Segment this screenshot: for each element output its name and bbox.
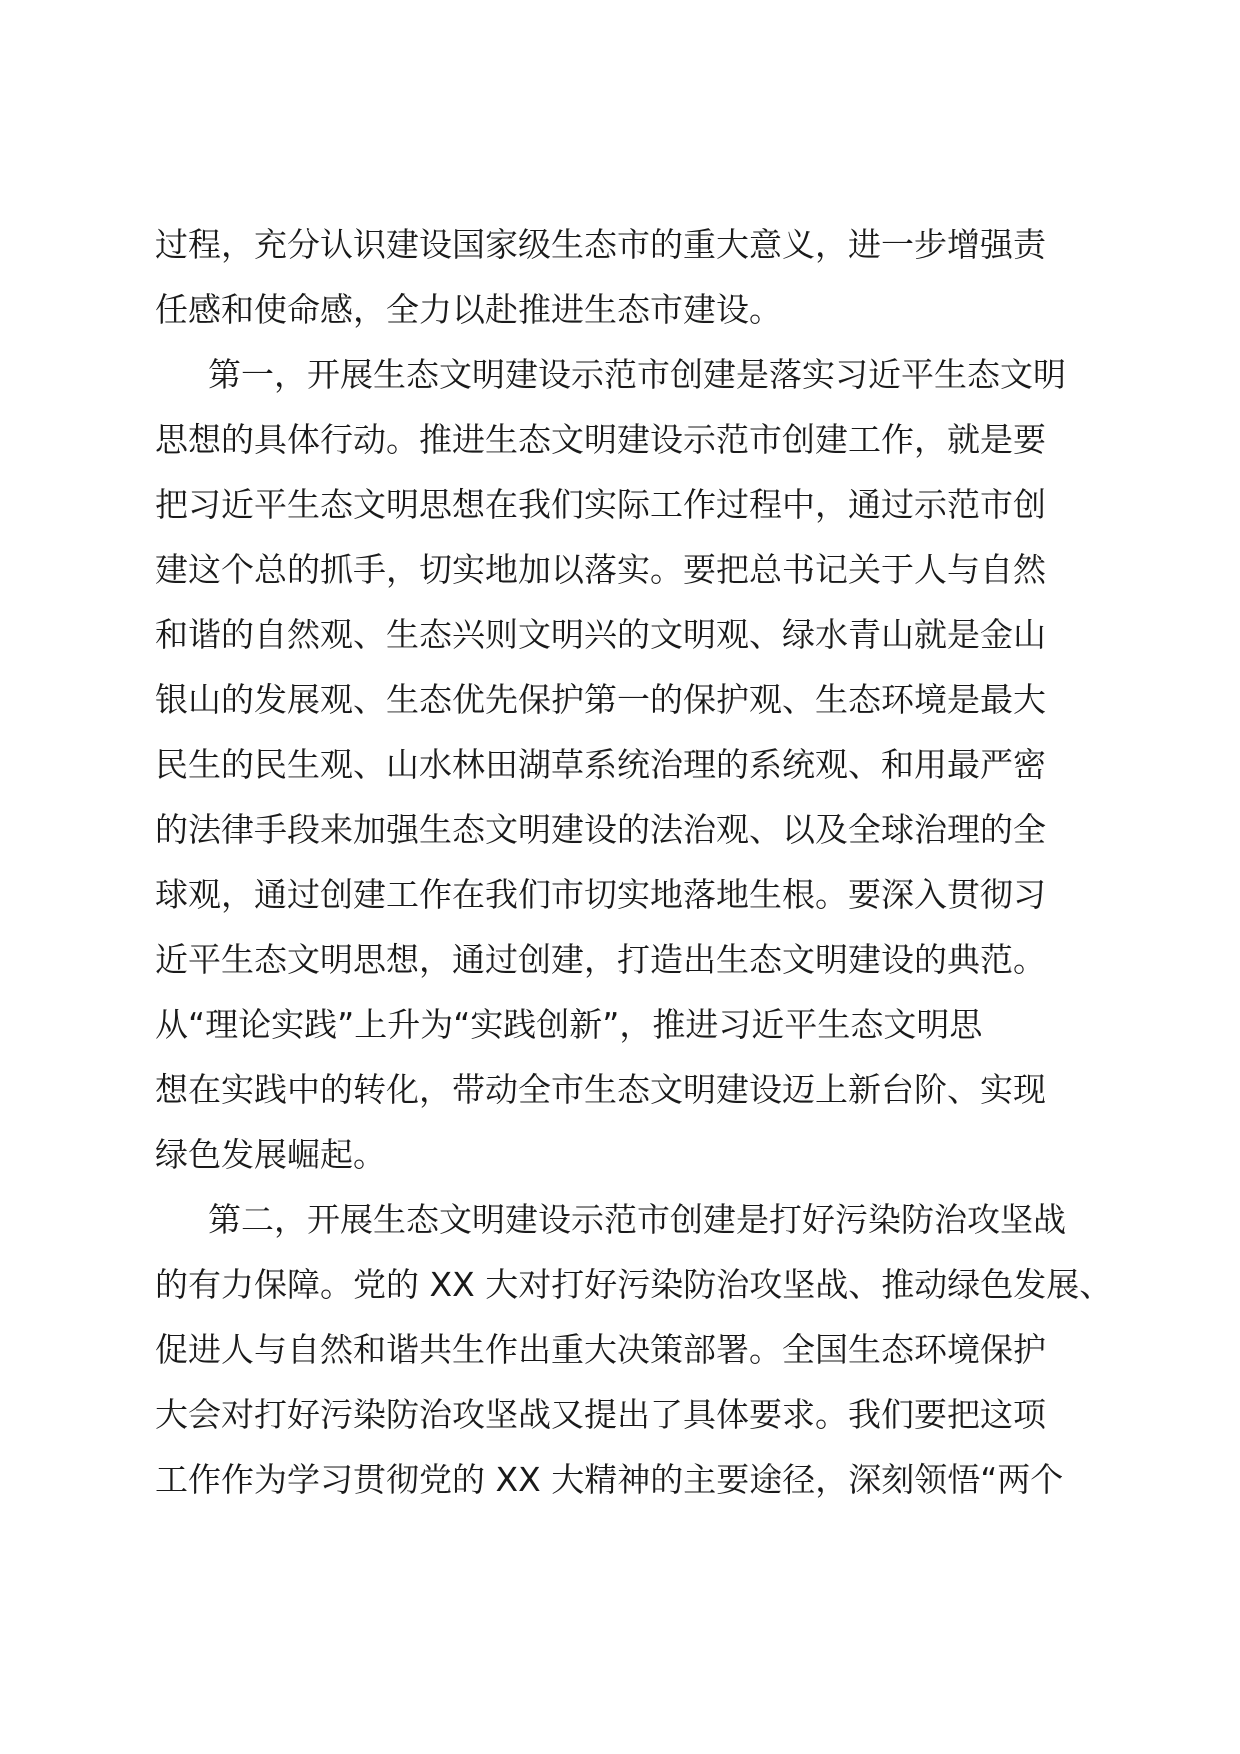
text-line: 促进人与自然和谐共生作出重大决策部署。全国生态环境保护 xyxy=(155,1330,1046,1369)
paragraph-first-line: 第二，开展生态文明建设示范市创建是打好污染防治攻坚战 xyxy=(208,1200,1066,1239)
paragraph-first-line: 第一，开展生态文明建设示范市创建是落实习近平生态文明 xyxy=(208,355,1066,394)
text-line: 想在实践中的转化，带动全市生态文明建设迈上新台阶、实现 xyxy=(155,1070,1046,1109)
text-line: 建这个总的抓手，切实地加以落实。要把总书记关于人与自然 xyxy=(155,550,1046,589)
body-text xyxy=(155,212,1113,1512)
text-line: 大会对打好污染防治攻坚战又提出了具体要求。我们要把这项 xyxy=(155,1395,1046,1434)
text-line: 的有力保障。党的 XX 大对打好污染防治攻坚战、推动绿色发展、 xyxy=(155,1265,1113,1304)
text-line: 近平生态文明思想，通过创建，打造出生态文明建设的典范。 xyxy=(155,940,1046,979)
text-line: 从“理论实践”上升为“实践创新”，推进习近平生态文明思 xyxy=(155,1005,983,1044)
text-line: 的法律手段来加强生态文明建设的法治观、以及全球治理的全 xyxy=(155,810,1046,849)
text-line: 银山的发展观、生态优先保护第一的保护观、生态环境是最大 xyxy=(155,680,1046,719)
text-line: 和谐的自然观、生态兴则文明兴的文明观、绿水青山就是金山 xyxy=(155,615,1046,654)
text-line: 球观，通过创建工作在我们市切实地落地生根。要深入贯彻习 xyxy=(155,875,1046,914)
text-line: 绿色发展崛起。 xyxy=(155,1135,386,1174)
text-line: 工作作为学习贯彻党的 XX 大精神的主要途径，深刻领悟“两个 xyxy=(155,1460,1064,1499)
text-line: 把习近平生态文明思想在我们实际工作过程中，通过示范市创 xyxy=(155,485,1046,524)
text-line: 思想的具体行动。推进生态文明建设示范市创建工作，就是要 xyxy=(155,420,1046,459)
text-line: 任感和使命感，全力以赴推进生态市建设。 xyxy=(155,290,782,329)
text-line: 过程，充分认识建设国家级生态市的重大意义，进一步增强责 xyxy=(155,225,1046,264)
text-line: 民生的民生观、山水林田湖草系统治理的系统观、和用最严密 xyxy=(155,745,1046,784)
